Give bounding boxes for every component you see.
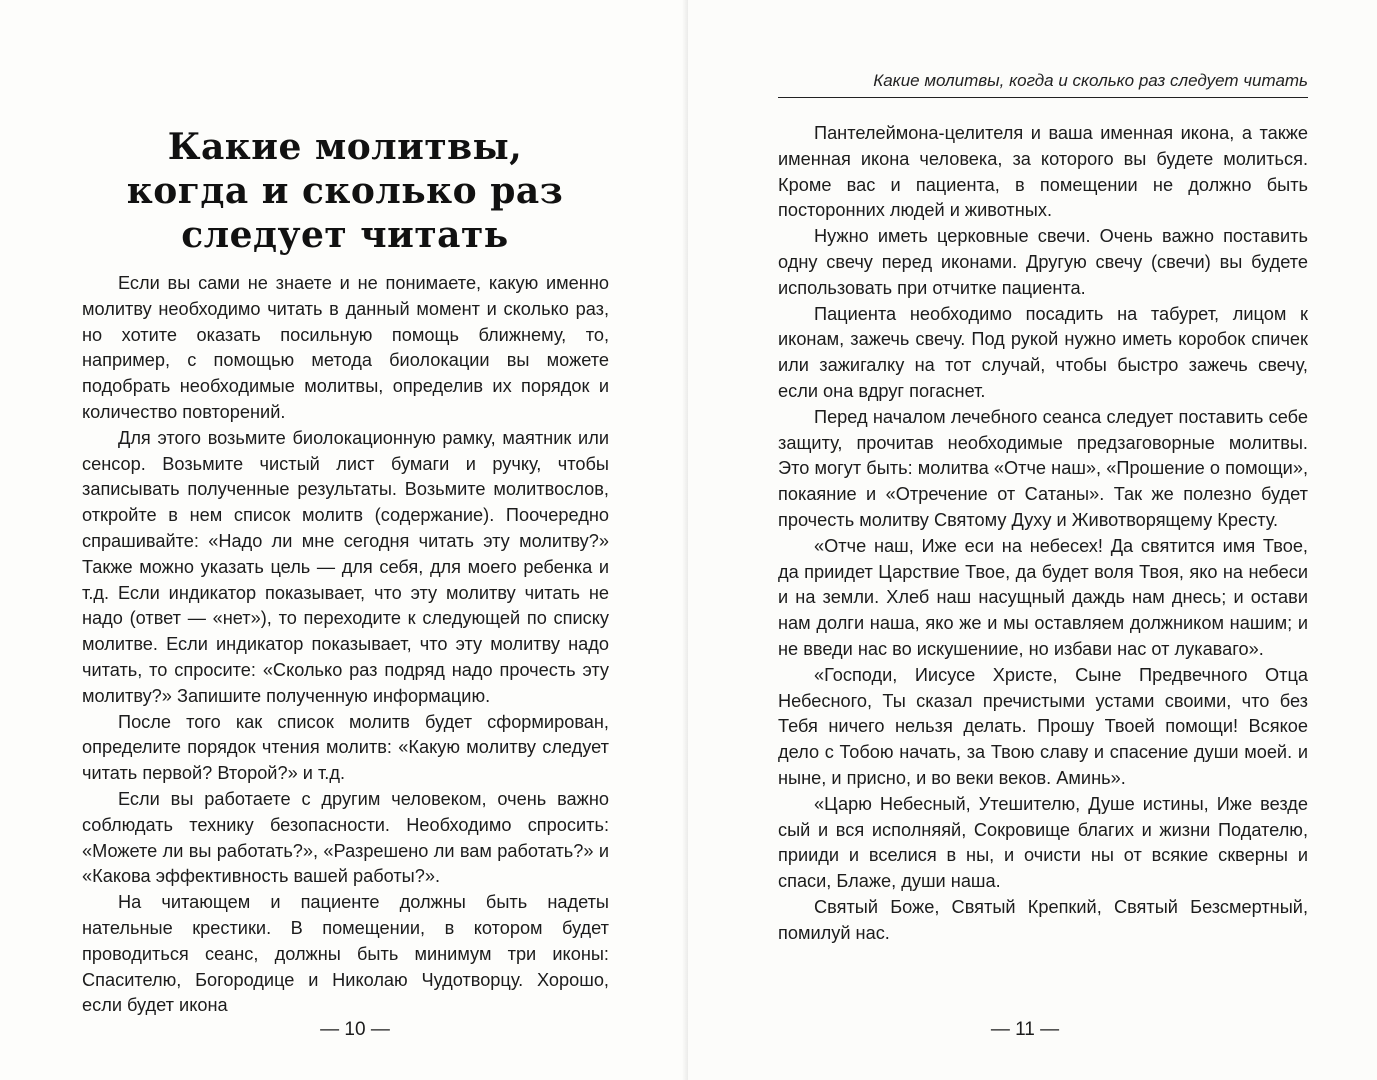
paragraph: Для этого возьмите биолокационную рамку, маятник или сенсор. Возьмите чистый лист бумаги и ручку, чтобы записывать полученные результаты. Возьмите молитвослов, откройте в нем список молитв (содержание). Поочередно спрашивайте: «Надо ли мне сегодня читать эту молитву?» Также можно указать цель — для себя, для моего ребенка и т.д. Если индикатор показывает, что эту молитву читать не надо (ответ — «нет»), то переходите к следующей по списку молитве. Если индикатор показывает, что эту молитву надо читать, то спросите: «Сколько раз подряд надо прочесть эту молитву?» Запишите полученную информацию.: [82, 427, 609, 706]
paragraph: Перед началом лечебного сеанса следует поставить себе защиту, прочитав необходимые предзаговорные молитвы. Это могут быть: молитва «Отче наш», «Прошение о помощи», покаяние и «Отречение от Сатаны». Так же полезно будет прочесть молитву Святому Духу и Животворящему Кресту.: [778, 406, 1308, 530]
chapter-title-line: следует читать: [181, 214, 509, 256]
paragraph: Если вы сами не знаете и не понимаете, какую именно молитву необходимо читать в данный момент и сколько раз, но хотите оказать посильную помощь ближнему, то, например, с помощью метода биолокации вы можете подобрать необходимые молитвы, определив их порядок и количество повторений.: [82, 273, 609, 422]
paragraph: Нужно иметь церковные свечи. Очень важно поставить одну свечу перед иконами. Другую свечу (свечи) вы будете использовать при отчитке пациента.: [778, 226, 1308, 298]
page-number-right: — 11 —: [990, 1019, 1060, 1040]
paragraph: Пациента необходимо посадить на табурет, лицом к иконам, зажечь свечу. Под рукой нужно иметь коробок спичек или зажигалку на тот случай, чтобы быстро зажечь свечу, если она вдруг погаснет.: [778, 303, 1308, 401]
paragraph: После того как список молитв будет сформирован, определите порядок чтения молитв: «Какую молитву следует читать первой? Второй?» и т.д.: [82, 711, 609, 784]
chapter-title-line: Какие молитвы,: [167, 126, 523, 168]
paragraph: «Отче наш, Иже еси на небесех! Да святится имя Твое, да приидет Царствие Твое, да будет воля Твоя, яко на небеси и на земли. Хлеб наш насущный даждь нам днесь; и остави нам долги наша, яко же и мы оставляем должником нашим; и не введи нас во искушениие, но избави нас от лукаваго».: [778, 535, 1308, 659]
chapter-title: [80, 125, 610, 257]
right-page-body: [778, 121, 1308, 947]
chapter-title-line: когда и сколько раз: [126, 170, 564, 212]
paragraph: Пантелеймона-целителя и ваша именная икона, а также именная икона человека, за которого вы будете молиться. Кроме вас и пациента, в помещении не должно быть посторонних людей и животных.: [778, 123, 1308, 221]
left-page-body: [82, 271, 609, 1019]
running-header: Какие молитвы, когда и сколько раз следует читать: [778, 71, 1308, 98]
paragraph: На читающем и пациенте должны быть надеты нательные крестики. В помещении, в котором будет проводиться сеанс, должны быть минимум три иконы: Спасителю, Богородице и Николаю Чудотворцу. Хорошо, если будет икона: [82, 892, 609, 1016]
paragraph: «Господи, Иисусе Христе, Сыне Предвечного Отца Небесного, Ты сказал пречистыми устами своими, что без Тебя ничего нельзя делать. Прошу Твоей помощи! Всякое дело с Тобою начать, за Твою славу и спасение души моей. и ныне, и присно, и во веки веков. Аминь».: [778, 664, 1308, 788]
paragraph: «Царю Небесный, Утешителю, Душе истины, Иже везде сый и вся исполняяй, Сокровище благих и жизни Подателю, прииди и вселися в ны, и очисти ны от всякие скверны и спаси, Блаже, души наша.: [778, 793, 1308, 892]
paragraph: Святый Боже, Святый Крепкий, Святый Безсмертный, помилуй нас.: [778, 896, 1308, 943]
page-number-left: — 10 —: [320, 1019, 390, 1040]
left-page: [0, 0, 688, 1080]
paragraph: Если вы работаете с другим человеком, очень важно соблюдать технику безопасности. Необходимо спросить: «Можете ли вы работать?», «Разрешено ли вам работать?» и «Какова эффективность вашей работы?».: [82, 788, 609, 887]
